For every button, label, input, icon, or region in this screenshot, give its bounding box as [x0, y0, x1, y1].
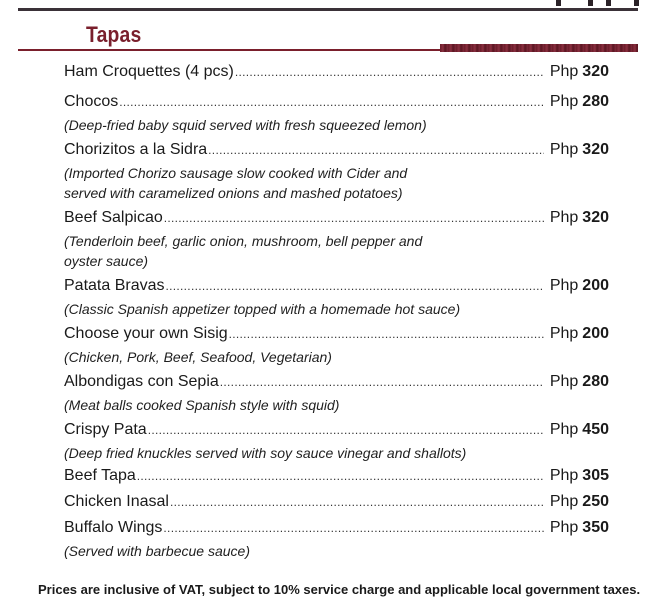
dot-leader	[148, 423, 544, 437]
item-price: Php 320	[549, 209, 609, 226]
item-name: Chocos	[64, 93, 119, 110]
item-description: (Served with barbecue sauce)	[64, 543, 250, 559]
dot-leader	[163, 521, 543, 535]
dot-leader	[229, 327, 544, 341]
item-name: Chicken Inasal	[64, 493, 169, 510]
item-description: (Imported Chorizo sausage slow cooked with Cider and served with caramelized onions and mashed potatoes)	[64, 165, 408, 201]
item-price: Php 250	[549, 493, 609, 510]
section-title: Tapas	[86, 22, 142, 47]
dot-leader	[166, 279, 544, 293]
item-price: Php 350	[549, 519, 609, 536]
menu-item	[64, 209, 609, 271]
item-price: Php 320	[549, 63, 609, 80]
top-divider	[18, 8, 638, 11]
menu-item	[64, 63, 609, 87]
dot-leader	[220, 375, 544, 389]
item-price: Php 280	[549, 93, 609, 110]
price-disclaimer: Prices are inclusive of VAT, subject to 10% service charge and applicable local government taxes.	[38, 582, 641, 597]
menu-item	[64, 493, 609, 517]
dot-leader	[164, 211, 544, 225]
item-name: Beef Salpicao	[64, 209, 163, 226]
item-price: Php 200	[549, 325, 609, 342]
decorative-band	[440, 44, 638, 52]
item-name: Albondigas con Sepia	[64, 373, 219, 390]
menu-item	[64, 467, 609, 491]
item-name: Chorizitos a la Sidra	[64, 141, 208, 158]
item-description: (Meat balls cooked Spanish style with squid)	[64, 397, 340, 413]
item-name: Crispy Pata	[64, 421, 147, 438]
item-price: Php 450	[549, 421, 609, 438]
item-price: Php 280	[549, 373, 609, 390]
dot-leader	[137, 469, 544, 483]
item-description: (Deep-fried baby squid served with fresh squeezed lemon)	[64, 117, 427, 133]
dot-leader	[170, 495, 544, 509]
item-price: Php 200	[549, 277, 609, 294]
item-name: Patata Bravas	[64, 277, 165, 294]
item-description: (Chicken, Pork, Beef, Seafood, Vegetarian)	[64, 349, 332, 365]
menu-item	[64, 277, 609, 319]
menu-item	[64, 373, 609, 415]
menu-item	[64, 421, 609, 463]
item-description: (Tenderloin beef, garlic onion, mushroom, bell pepper and oyster sauce)	[64, 233, 423, 269]
item-price: Php 305	[549, 467, 609, 484]
item-name: Buffalo Wings	[64, 519, 163, 536]
menu-item	[64, 141, 609, 203]
menu-item	[64, 519, 609, 561]
menu-list	[64, 63, 609, 561]
dot-leader	[119, 95, 544, 109]
title-underline	[18, 49, 448, 51]
dot-leader	[208, 143, 544, 157]
dot-leader	[235, 65, 544, 79]
item-description: (Deep fried knuckles served with soy sauce vinegar and shallots)	[64, 445, 467, 461]
item-description: (Classic Spanish appetizer topped with a homemade hot sauce)	[64, 301, 461, 317]
menu-item	[64, 93, 609, 135]
item-name: Beef Tapa	[64, 467, 136, 484]
item-name: Ham Croquettes (4 pcs)	[64, 63, 234, 80]
decorative-mark	[548, 0, 640, 6]
item-name: Choose your own Sisig	[64, 325, 228, 342]
menu-item	[64, 325, 609, 367]
item-price: Php 320	[549, 141, 609, 158]
